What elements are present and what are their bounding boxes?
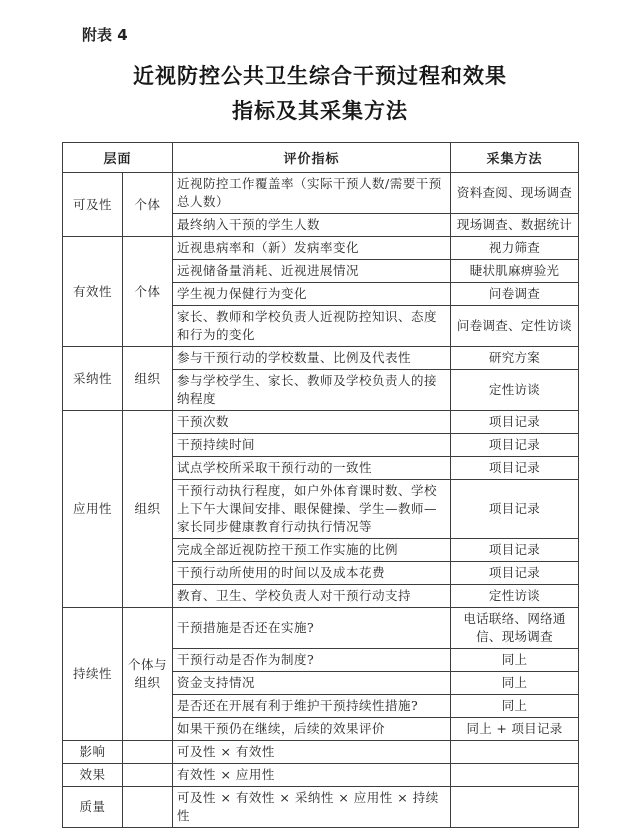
formula-cell: 可及性 × 有效性 × 采纳性 × 应用性 × 持续性 bbox=[173, 787, 451, 828]
appendix-tag: 附表 4 bbox=[82, 26, 128, 44]
target-cell-empty bbox=[123, 741, 173, 764]
dimension-cell: 效果 bbox=[63, 764, 123, 787]
method-cell: 项目记录 bbox=[451, 434, 579, 457]
target-cell: 组织 bbox=[123, 411, 173, 608]
method-cell-empty bbox=[451, 741, 579, 764]
indicators-table bbox=[62, 142, 579, 828]
method-cell: 现场调查、数据统计 bbox=[451, 214, 579, 237]
method-cell: 同上 bbox=[451, 672, 579, 695]
header-indicator: 评价指标 bbox=[173, 143, 451, 173]
indicator-cell: 教育、卫生、学校负责人对干预行动支持 bbox=[173, 585, 451, 608]
formula-cell: 可及性 × 有效性 bbox=[173, 741, 451, 764]
target-cell: 组织 bbox=[123, 347, 173, 411]
formula-cell: 有效性 × 应用性 bbox=[173, 764, 451, 787]
indicator-cell: 家长、教师和学校负责人近视防控知识、态度和行为的变化 bbox=[173, 306, 451, 347]
method-cell: 定性访谈 bbox=[451, 370, 579, 411]
indicator-cell: 近视患病率和（新）发病率变化 bbox=[173, 237, 451, 260]
dimension-cell: 持续性 bbox=[63, 608, 123, 741]
method-cell: 睫状肌麻痹验光 bbox=[451, 260, 579, 283]
method-cell: 资料查阅、现场调查 bbox=[451, 173, 579, 214]
target-cell: 个体 bbox=[123, 173, 173, 237]
indicator-cell: 干预行动执行程度，如户外体育课时数、学校上下午大课间安排、眼保健操、学生—教师—家长同步健康教育行动执行情况等 bbox=[173, 480, 451, 539]
method-cell: 项目记录 bbox=[451, 480, 579, 539]
dimension-cell: 有效性 bbox=[63, 237, 123, 347]
method-cell: 研究方案 bbox=[451, 347, 579, 370]
dimension-cell: 可及性 bbox=[63, 173, 123, 237]
indicator-cell: 干预行动所使用的时间以及成本花费 bbox=[173, 562, 451, 585]
document-title-line-2: 指标及其采集方法 bbox=[232, 98, 408, 123]
table-row bbox=[63, 347, 579, 370]
indicator-cell: 干预行动是否作为制度? bbox=[173, 649, 451, 672]
method-cell: 项目记录 bbox=[451, 457, 579, 480]
indicator-cell: 干预次数 bbox=[173, 411, 451, 434]
method-cell-empty bbox=[451, 787, 579, 828]
method-cell: 视力筛查 bbox=[451, 237, 579, 260]
method-cell: 定性访谈 bbox=[451, 585, 579, 608]
indicator-cell: 最终纳入干预的学生人数 bbox=[173, 214, 451, 237]
indicator-cell: 是否还在开展有利于维护干预持续性措施? bbox=[173, 695, 451, 718]
dimension-cell: 采纳性 bbox=[63, 347, 123, 411]
target-cell-empty bbox=[123, 787, 173, 828]
dimension-cell: 应用性 bbox=[63, 411, 123, 608]
indicator-cell: 试点学校所采取干预行动的一致性 bbox=[173, 457, 451, 480]
method-cell: 项目记录 bbox=[451, 411, 579, 434]
method-cell: 同上 bbox=[451, 649, 579, 672]
table-row bbox=[63, 608, 579, 649]
method-cell: 同上 + 项目记录 bbox=[451, 718, 579, 741]
target-cell: 个体与组织 bbox=[123, 608, 173, 741]
table-row bbox=[63, 741, 579, 764]
table-row bbox=[63, 173, 579, 214]
target-cell-empty bbox=[123, 764, 173, 787]
method-cell: 同上 bbox=[451, 695, 579, 718]
indicator-cell: 参与学校学生、家长、教师及学校负责人的接纳程度 bbox=[173, 370, 451, 411]
dimension-cell: 影响 bbox=[63, 741, 123, 764]
table-header-row bbox=[63, 143, 579, 173]
indicator-cell: 干预持续时间 bbox=[173, 434, 451, 457]
indicator-cell: 干预措施是否还在实施? bbox=[173, 608, 451, 649]
indicator-cell: 远视储备量消耗、近视进展情况 bbox=[173, 260, 451, 283]
indicator-cell: 近视防控工作覆盖率（实际干预人数/需要干预总人数） bbox=[173, 173, 451, 214]
indicator-cell: 参与干预行动的学校数量、比例及代表性 bbox=[173, 347, 451, 370]
method-cell: 问卷调查 bbox=[451, 283, 579, 306]
target-cell: 个体 bbox=[123, 237, 173, 347]
header-method: 采集方法 bbox=[451, 143, 579, 173]
table-row bbox=[63, 764, 579, 787]
method-cell: 项目记录 bbox=[451, 562, 579, 585]
indicator-cell: 完成全部近视防控干预工作实施的比例 bbox=[173, 539, 451, 562]
document-title-line-1: 近视防控公共卫生综合干预过程和效果 bbox=[133, 63, 507, 88]
table-row bbox=[63, 237, 579, 260]
header-level: 层面 bbox=[63, 143, 173, 173]
indicator-cell: 学生视力保健行为变化 bbox=[173, 283, 451, 306]
table-row bbox=[63, 411, 579, 434]
table-row bbox=[63, 787, 579, 828]
indicator-cell: 如果干预仍在继续，后续的效果评价 bbox=[173, 718, 451, 741]
document-title bbox=[0, 58, 640, 128]
method-cell: 电话联络、网络通信、现场调查 bbox=[451, 608, 579, 649]
dimension-cell: 质量 bbox=[63, 787, 123, 828]
method-cell-empty bbox=[451, 764, 579, 787]
indicator-cell: 资金支持情况 bbox=[173, 672, 451, 695]
method-cell: 问卷调查、定性访谈 bbox=[451, 306, 579, 347]
method-cell: 项目记录 bbox=[451, 539, 579, 562]
